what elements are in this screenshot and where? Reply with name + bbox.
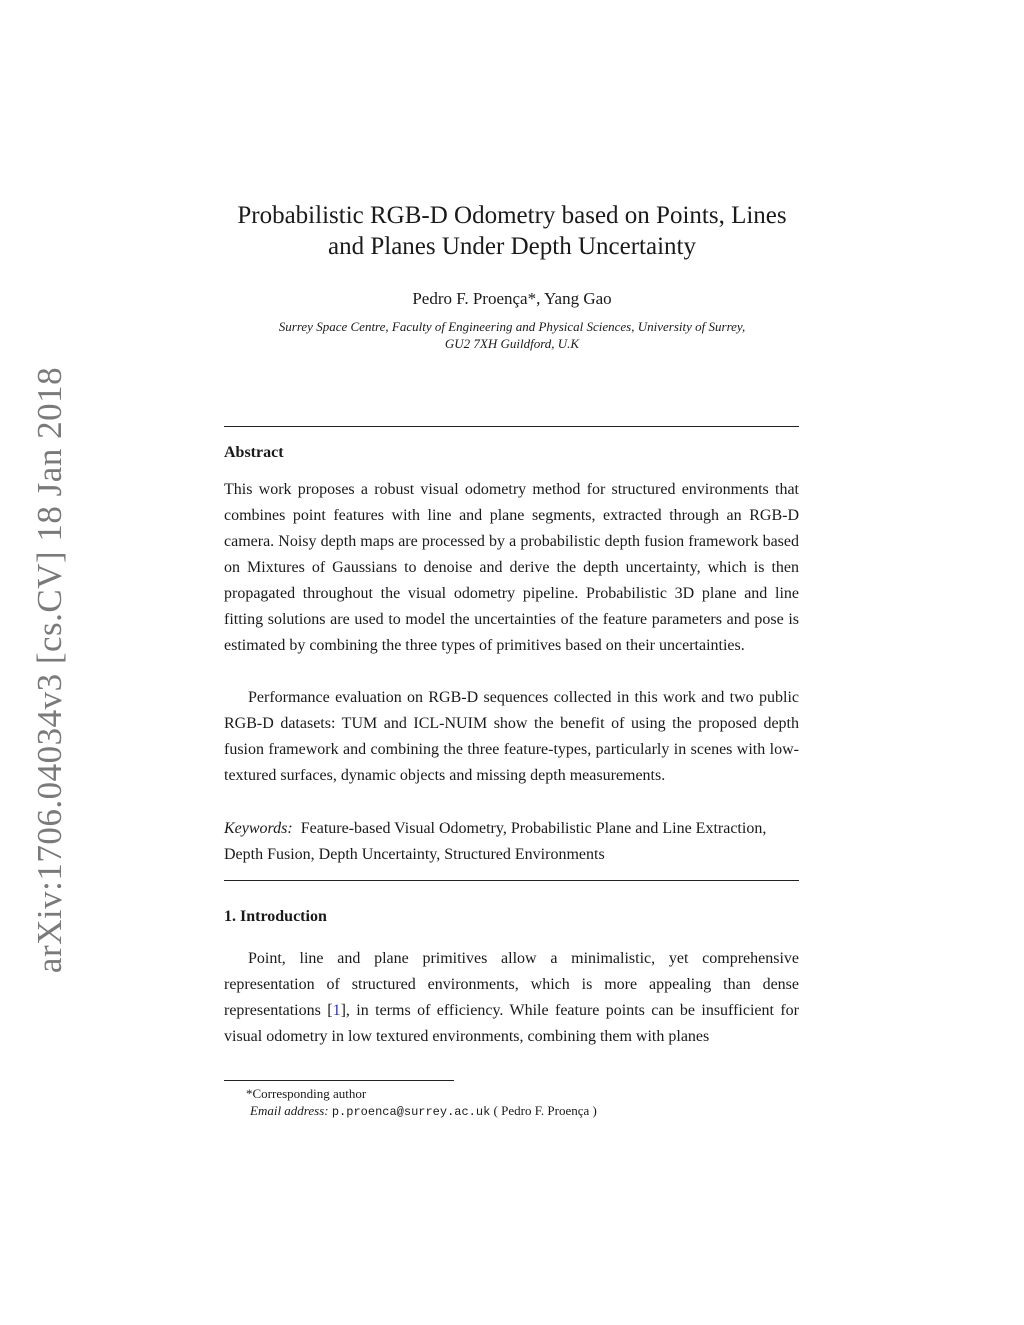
keywords-text: Feature-based Visual Odometry, Probabilistic Plane and Line Extraction, Depth Fusion, Depth Uncertainty, Structured Environments (224, 820, 767, 863)
paper-title (200, 200, 824, 262)
intro-text-1: Point, line and plane primitives allow a minimalistic, yet comprehensive representation of structured environments, which is more appealing than dense representations [ (224, 950, 799, 1019)
title-line-2: and Planes Under Depth Uncertainty (328, 233, 696, 260)
introduction-paragraph (224, 946, 799, 1050)
arxiv-identifier: arXiv:1706.04034v3 [cs.CV] 18 Jan 2018 (30, 366, 69, 974)
abstract-top-rule (224, 426, 799, 427)
corresponding-author-note: *Corresponding author (246, 1086, 367, 1101)
title-line-1: Probabilistic RGB-D Odometry based on Points, Lines (237, 202, 787, 229)
affiliation-line-1: Surrey Space Centre, Faculty of Engineering and Physical Sciences, University of Surrey, (278, 319, 746, 334)
keywords-label: Keywords: (224, 820, 293, 837)
affiliation-line-2: GU2 7XH Guildford, U.K (444, 336, 580, 351)
abstract-bottom-rule (224, 880, 799, 881)
affiliation (200, 318, 824, 352)
keywords (224, 816, 799, 868)
email-address[interactable]: p.proenca@surrey.ac.uk (331, 1105, 491, 1119)
intro-text-2: ], in terms of efficiency. While feature points can be insufficient for visual odometry in low textured environments, combining them with planes (224, 1002, 800, 1045)
email-owner: ( Pedro F. Proença ) (493, 1103, 597, 1118)
abstract-heading: Abstract (224, 444, 284, 461)
authors: Pedro F. Proença*, Yang Gao (412, 289, 612, 308)
abstract-paragraph-1: This work proposes a robust visual odometry method for structured environments that combines point features with line and plane segments, extracted through an RGB-D camera. Noisy depth maps are processed by a probabilistic depth fusion framework based on Mixtures of Gaussians to denoise and derive the depth uncertainty, which is then propagated throughout the visual odometry pipeline. Probabilistic 3D plane and line fitting solutions are used to model the uncertainties of the feature parameters and pose is estimated by combining the three types of primitives based on their uncertainties. (224, 481, 799, 654)
footnote-rule (224, 1080, 454, 1081)
footnote (224, 1085, 799, 1121)
email-label: Email address: (250, 1103, 329, 1118)
citation-link[interactable]: 1 (332, 1002, 341, 1019)
introduction-heading: 1. Introduction (224, 908, 327, 925)
email-line (224, 1102, 799, 1121)
abstract-paragraph-2: Performance evaluation on RGB-D sequences collected in this work and two public RGB-D datasets: TUM and ICL-NUIM show the benefit of using the proposed depth fusion framework and combining the three feature-types, particularly in scenes with low-textured surfaces, dynamic objects and missing depth measurements. (224, 689, 799, 784)
